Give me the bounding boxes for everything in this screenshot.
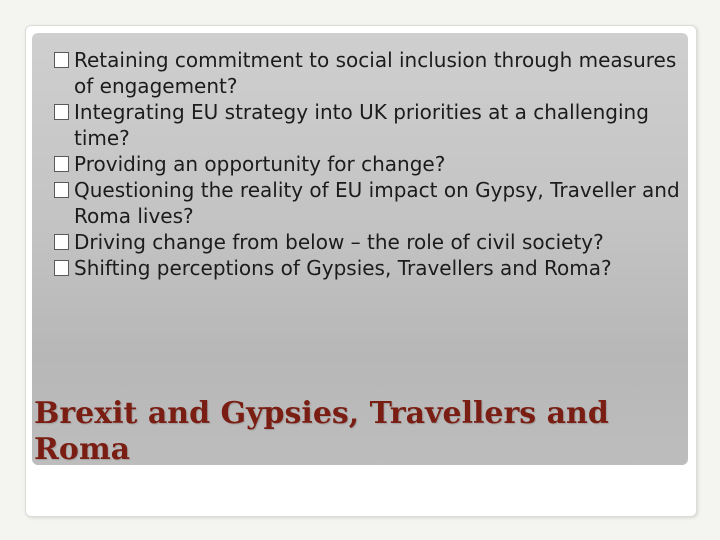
box-bullet-icon <box>54 156 69 172</box>
bullet-list <box>54 47 684 281</box>
bullet-text: Driving change from below – the role of civil society? <box>74 230 604 254</box>
list-item <box>54 99 684 151</box>
box-bullet-icon <box>54 182 69 198</box>
box-bullet-icon <box>54 52 69 68</box>
bullet-text: Questioning the reality of EU impact on Gypsy, Traveller and Roma lives? <box>74 178 680 228</box>
list-item <box>54 229 684 255</box>
bullet-text: Integrating EU strategy into UK priorities at a challenging time? <box>74 100 649 150</box>
box-bullet-icon <box>54 234 69 250</box>
list-item <box>54 151 684 177</box>
slide-title: Brexit and Gypsies, Travellers and Roma <box>34 396 609 467</box>
bullet-text: Shifting perceptions of Gypsies, Travellers and Roma? <box>74 256 612 280</box>
list-item <box>54 47 684 99</box>
bullet-text: Providing an opportunity for change? <box>74 152 446 176</box>
box-bullet-icon <box>54 104 69 120</box>
bullet-text: Retaining commitment to social inclusion through measures of engagement? <box>74 48 677 98</box>
box-bullet-icon <box>54 260 69 276</box>
list-item <box>54 177 684 229</box>
list-item <box>54 255 684 281</box>
